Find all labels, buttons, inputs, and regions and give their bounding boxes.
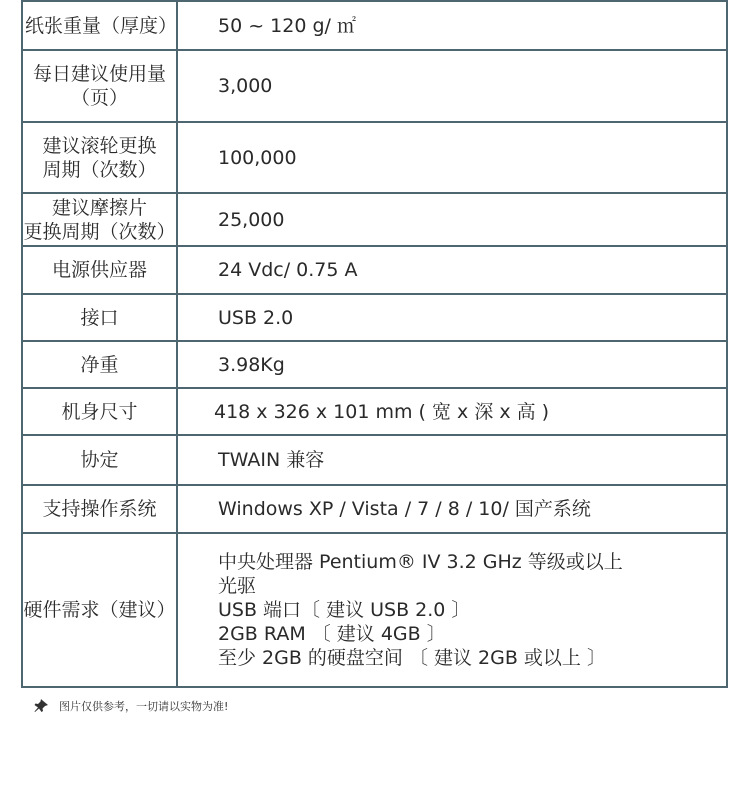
spec-label: 协定	[22, 435, 177, 485]
spec-value: Windows XP / Vista / 7 / 8 / 10/ 国产系统	[177, 485, 727, 533]
spec-value: 中央处理器 Pentium® IV 3.2 GHz 等级或以上 光驱 USB 端口〔 建议 USB 2.0 〕 2GB RAM 〔 建议 4GB 〕 至少 2GB 的硬盘空间 〔 建议 2GB 或以上 〕	[177, 533, 727, 687]
spec-value: 50 ~ 120 g/ ㎡	[177, 1, 727, 50]
spec-label: 机身尺寸	[22, 388, 177, 435]
spec-row	[22, 50, 727, 122]
spec-value: 418 x 326 x 101 mm ( 宽 x 深 x 高 )	[177, 388, 727, 435]
spec-label: 接口	[22, 294, 177, 341]
spec-row	[22, 435, 727, 485]
spec-row	[22, 388, 727, 435]
spec-table	[21, 0, 728, 688]
spec-label: 纸张重量（厚度）	[22, 1, 177, 50]
pin-icon	[33, 699, 49, 713]
spec-value: 3,000	[177, 50, 727, 122]
spec-value: 25,000	[177, 193, 727, 246]
spec-row	[22, 341, 727, 388]
spec-value: 3.98Kg	[177, 341, 727, 388]
spec-label: 硬件需求（建议）	[22, 533, 177, 687]
spec-value: 100,000	[177, 122, 727, 193]
spec-row	[22, 246, 727, 294]
spec-label: 净重	[22, 341, 177, 388]
spec-value: 24 Vdc/ 0.75 A	[177, 246, 727, 294]
spec-label: 支持操作系统	[22, 485, 177, 533]
spec-label: 电源供应器	[22, 246, 177, 294]
spec-label: 每日建议使用量 （页）	[22, 50, 177, 122]
spec-row	[22, 122, 727, 193]
spec-value: TWAIN 兼容	[177, 435, 727, 485]
spec-value: USB 2.0	[177, 294, 727, 341]
spec-row	[22, 294, 727, 341]
footnote	[33, 698, 228, 714]
spec-label: 建议摩擦片 更换周期（次数）	[22, 193, 177, 246]
spec-row	[22, 1, 727, 50]
spec-row	[22, 533, 727, 687]
spec-row	[22, 193, 727, 246]
spec-label: 建议滚轮更换 周期（次数）	[22, 122, 177, 193]
footnote-text: 图片仅供参考，一切请以实物为准!	[59, 700, 229, 713]
spec-row	[22, 485, 727, 533]
